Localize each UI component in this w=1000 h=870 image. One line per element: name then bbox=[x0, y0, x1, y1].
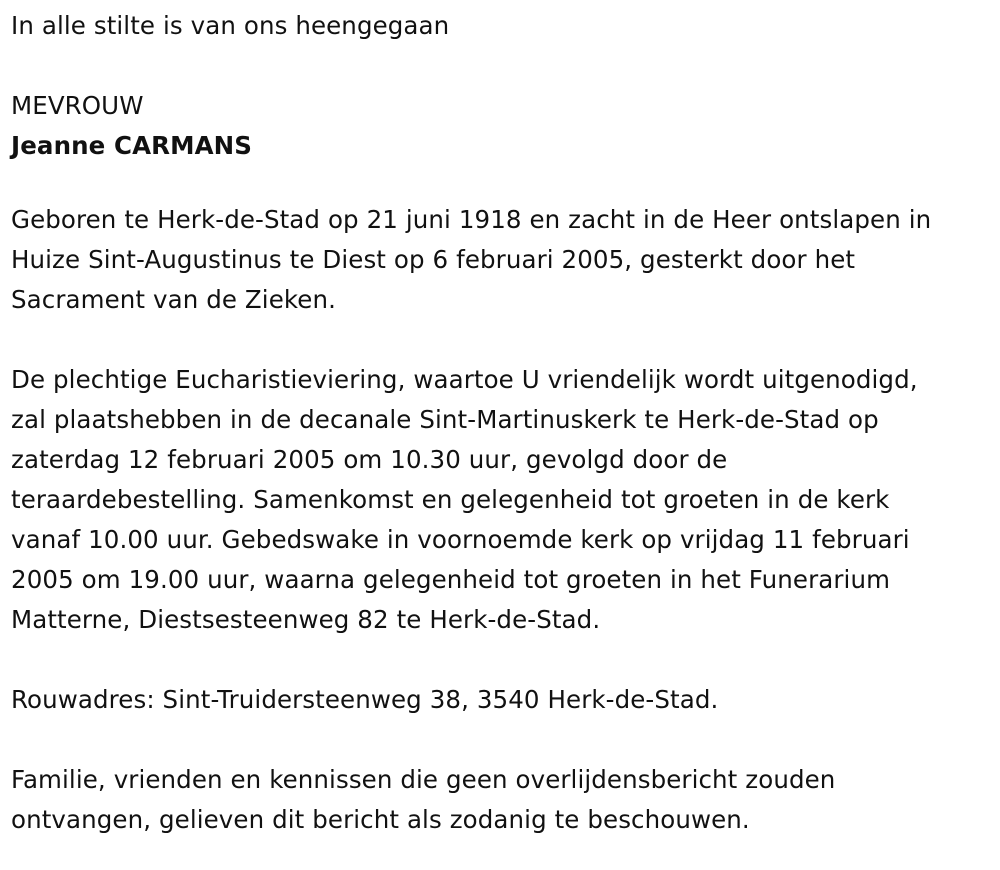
paragraph-line: Matterne, Diestsesteenweg 82 te Herk-de-Stad. bbox=[11, 605, 601, 634]
paragraph-birth-death bbox=[11, 200, 996, 320]
paragraph-closing-note bbox=[11, 760, 996, 840]
paragraph-line: 2005 om 19.00 uur, waarna gelegenheid tot groeten in het Funerarium bbox=[11, 565, 891, 594]
paragraph-line: ontvangen, gelieven dit bericht als zodanig te beschouwen. bbox=[11, 805, 750, 834]
paragraph-line: Rouwadres: Sint-Truidersteenweg 38, 3540 Herk-de-Stad. bbox=[11, 685, 719, 714]
honorific-label: MEVROUW bbox=[11, 91, 144, 120]
paragraph-mourning-address bbox=[11, 680, 996, 720]
paragraph-line: Sacrament van de Zieken. bbox=[11, 285, 336, 314]
paragraph-line: Huize Sint-Augustinus te Diest op 6 februari 2005, gesterkt door het bbox=[11, 245, 856, 274]
paragraph-line: Geboren te Herk-de-Stad op 21 juni 1918 en zacht in de Heer ontslapen in bbox=[11, 205, 932, 234]
paragraph-line: zaterdag 12 februari 2005 om 10.30 uur, gevolgd door de bbox=[11, 445, 728, 474]
paragraph-line: De plechtige Eucharistieviering, waartoe U vriendelijk wordt uitgenodigd, bbox=[11, 365, 918, 394]
paragraph-line: zal plaatshebben in de decanale Sint-Martinuskerk te Herk-de-Stad op bbox=[11, 405, 879, 434]
paragraph-line: Familie, vrienden en kennissen die geen overlijdensbericht zouden bbox=[11, 765, 836, 794]
death-notice bbox=[11, 6, 996, 840]
paragraph-line: vanaf 10.00 uur. Gebedswake in voornoemde kerk op vrijdag 11 februari bbox=[11, 525, 910, 554]
deceased-name: Jeanne CARMANS bbox=[11, 131, 252, 160]
paragraph-line: teraardebestelling. Samenkomst en gelegenheid tot groeten in de kerk bbox=[11, 485, 890, 514]
intro-text: In alle stilte is van ons heengegaan bbox=[11, 11, 450, 40]
paragraph-funeral-service bbox=[11, 360, 996, 640]
